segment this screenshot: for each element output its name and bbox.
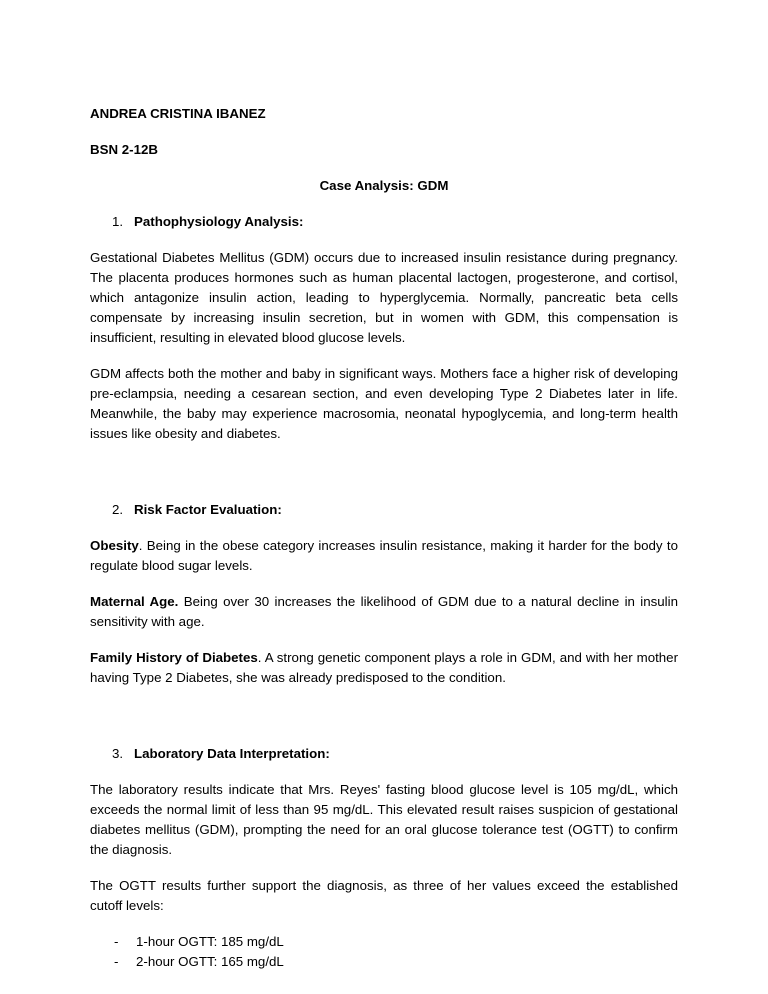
paragraph: Gestational Diabetes Mellitus (GDM) occurs due to increased insulin resistance during pregnancy. The placenta produces hormones such as human placental lactogen, progesterone, and cortisol, which antagonize insulin action, leading to hyperglycemia. Normally, pancreatic beta cells compensate by increasing insulin secretion, but in women with GDM, this compensation is insufficient, resulting in elevated blood glucose levels. bbox=[90, 250, 678, 345]
risk-factor-text: Being over 30 increases the likelihood of GDM due to a natural decline in insulin sensitivity with age. bbox=[90, 594, 678, 629]
section-heading-risk-factors bbox=[90, 500, 678, 520]
paragraph: The laboratory results indicate that Mrs. Reyes' fasting blood glucose level is 105 mg/dL, which exceeds the normal limit of less than 95 mg/dL. This elevated result raises suspicion of gestational diabetes mellitus (GDM), prompting the need for an oral glucose tolerance test (OGTT) to confirm the diagnosis. bbox=[90, 782, 678, 857]
risk-factor-term: Family History of Diabetes bbox=[90, 650, 258, 665]
document-title: Case Analysis: GDM bbox=[319, 178, 449, 193]
list-marker: - bbox=[114, 934, 119, 949]
section-heading-pathophysiology bbox=[90, 212, 678, 232]
list-item bbox=[90, 952, 678, 972]
risk-factor-maternal-age bbox=[90, 592, 678, 632]
list-item bbox=[90, 932, 678, 952]
list-marker: - bbox=[114, 954, 119, 969]
risk-factor-term: Maternal Age. bbox=[90, 594, 179, 609]
section-title: Risk Factor Evaluation: bbox=[134, 502, 282, 517]
section-number: 1. bbox=[112, 214, 124, 229]
paragraph: GDM affects both the mother and baby in significant ways. Mothers face a higher risk of developing pre-eclampsia, needing a cesarean section, and even developing Type 2 Diabetes later in life. Meanwhile, the baby may experience macrosomia, neonatal hypoglycemia, and long-term health issues like obesity and diabetes. bbox=[90, 366, 678, 441]
risk-factor-text: . Being in the obese category increases insulin resistance, making it harder for the body to regulate blood sugar levels. bbox=[90, 538, 678, 573]
section-title: Pathophysiology Analysis: bbox=[134, 214, 304, 229]
section-number: 3. bbox=[112, 746, 124, 761]
author-name: ANDREA CRISTINA IBANEZ bbox=[90, 106, 266, 121]
risk-factor-text: . A strong genetic component plays a role in GDM, and with her mother having Type 2 Diabetes, she was already predisposed to the condition. bbox=[90, 650, 678, 685]
section-heading-laboratory bbox=[90, 744, 678, 764]
ogtt-results-list bbox=[90, 932, 678, 972]
document-page bbox=[90, 104, 678, 972]
risk-factor-term: Obesity bbox=[90, 538, 139, 553]
class-section: BSN 2-12B bbox=[90, 142, 158, 157]
section-title: Laboratory Data Interpretation: bbox=[134, 746, 330, 761]
list-item-text: 2-hour OGTT: 165 mg/dL bbox=[136, 954, 284, 969]
risk-factor-family-history bbox=[90, 648, 678, 688]
section-number: 2. bbox=[112, 502, 124, 517]
paragraph: The OGTT results further support the diagnosis, as three of her values exceed the established cutoff levels: bbox=[90, 878, 678, 913]
risk-factor-obesity bbox=[90, 536, 678, 576]
list-item-text: 1-hour OGTT: 185 mg/dL bbox=[136, 934, 284, 949]
